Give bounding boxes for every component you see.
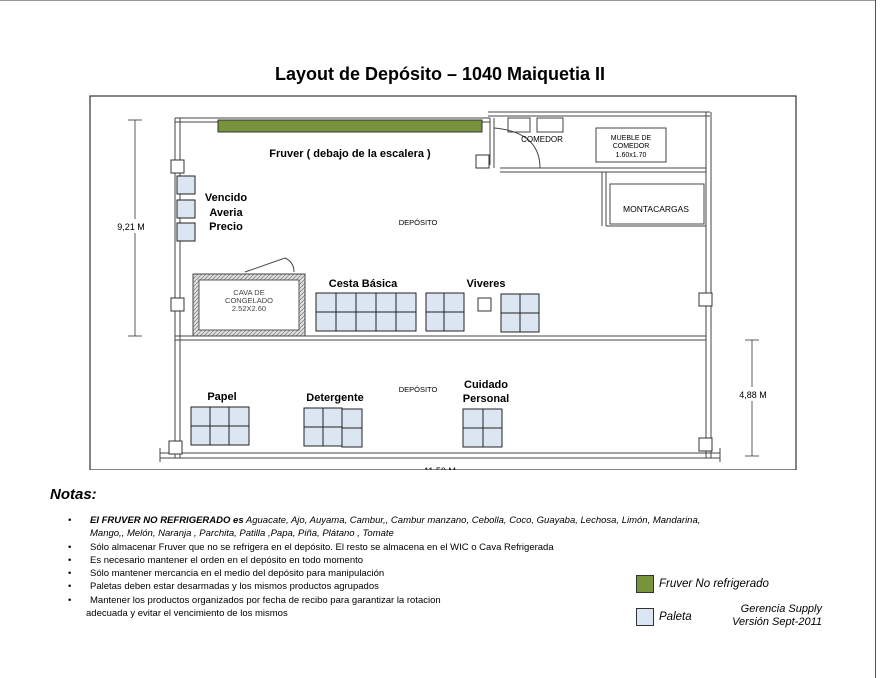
- credit-line-2: Versión Sept-2011: [732, 616, 822, 628]
- bullet-icon: •: [68, 515, 72, 526]
- pallet: [177, 200, 195, 218]
- mueble-label-2: COMEDOR: [612, 143, 650, 150]
- mueble-label-1: MUEBLE DE: [610, 135, 652, 142]
- pallet: [177, 223, 195, 241]
- door-swing: [494, 128, 540, 168]
- detergente-label: Detergente: [306, 392, 364, 404]
- legend-label-fruver: Fruver No refrigerado: [659, 578, 769, 590]
- dim-right-label: 4,88 M: [739, 390, 767, 400]
- averia-label: Averia: [209, 207, 243, 219]
- notes-heading: Notas:: [50, 486, 97, 503]
- comedor-label: COMEDOR: [521, 135, 563, 144]
- personal-label: Personal: [462, 393, 510, 405]
- note-continuation: Mango,, Melón, Naranja , Parchita, Patilla ,Papa, Piña, Plátano , Tomate: [90, 528, 394, 540]
- note-text: Paletas deben estar desarmadas y los mismos productos agrupados: [90, 581, 379, 593]
- comedor-fixture-1: [508, 118, 530, 132]
- cesta-basica-label: Cesta Básica: [328, 278, 398, 290]
- legend-fruver: [636, 575, 769, 593]
- montacargas-label: MONTACARGAS: [623, 204, 689, 214]
- note-text: Aguacate, Ajo, Auyama, Cambur,, Cambur manzano, Cebolla, Coco, Guayaba, Lechosa, Limón, Mandarina,: [243, 515, 701, 526]
- cuidado-label: Cuidado: [464, 379, 508, 391]
- legend-swatch-paleta: [636, 608, 654, 626]
- notes-list: [68, 514, 748, 620]
- fruver-area: [218, 120, 482, 132]
- bullet-icon: •: [68, 594, 72, 606]
- note-continuation: adecuada y evitar el vencimiento de los mismos: [86, 608, 288, 620]
- legend-paleta: [636, 608, 692, 626]
- credit-line-1: Gerencia Supply: [740, 603, 822, 615]
- bullet-icon: •: [68, 581, 72, 593]
- cava-door: [245, 258, 294, 272]
- legend-swatch-fruver: [636, 575, 654, 593]
- vencido-label: Vencido: [204, 192, 248, 204]
- credit: [712, 603, 822, 629]
- note-item: [68, 594, 748, 607]
- viveres-label: Viveres: [466, 278, 506, 290]
- note-item: [68, 541, 748, 554]
- note-text: Sólo mantener mercancia en el medio del depósito para manipulación: [90, 568, 385, 580]
- deposito-top-label: DEPÓSITO: [398, 218, 438, 227]
- note-bold: EI FRUVER NO REFRIGERADO es: [90, 515, 244, 526]
- deposito-bottom-label: DEPÓSITO: [398, 385, 438, 394]
- legend-label-paleta: Paleta: [659, 611, 692, 623]
- cava-label-1: CAVA DE: [233, 288, 265, 297]
- note-item: [68, 514, 748, 541]
- dim-left-label: 9,21 M: [117, 222, 145, 232]
- note-text: Mantener los productos organizados por fecha de recibo para garantizar la rotacion: [90, 594, 441, 606]
- mueble-label-3: 1.60x1.70: [615, 152, 647, 159]
- bullet-icon: •: [68, 541, 72, 553]
- note-item: [68, 554, 748, 567]
- bullet-icon: •: [68, 554, 72, 566]
- cava-label-3: 2.52X2.60: [231, 304, 267, 313]
- comedor-fixture-2: [537, 118, 563, 132]
- bullet-icon: •: [68, 568, 72, 580]
- cava-label-2: CONGELADO: [225, 296, 273, 305]
- papel-label: Papel: [207, 391, 237, 403]
- note-text: Sólo almacenar Fruver que no se refrigera en el depósito. El resto se almacena en el WIC o Cava Refrigerada: [90, 541, 554, 553]
- pallet: [177, 176, 195, 194]
- note-text: Es necesario mantener el orden en el depósito en todo momento: [90, 554, 364, 566]
- precio-label: Precio: [209, 221, 243, 233]
- page-title: Layout de Depósito – 1040 Maiquetia II: [274, 64, 606, 84]
- fruver-label: Fruver ( debajo de la escalera ): [269, 148, 431, 160]
